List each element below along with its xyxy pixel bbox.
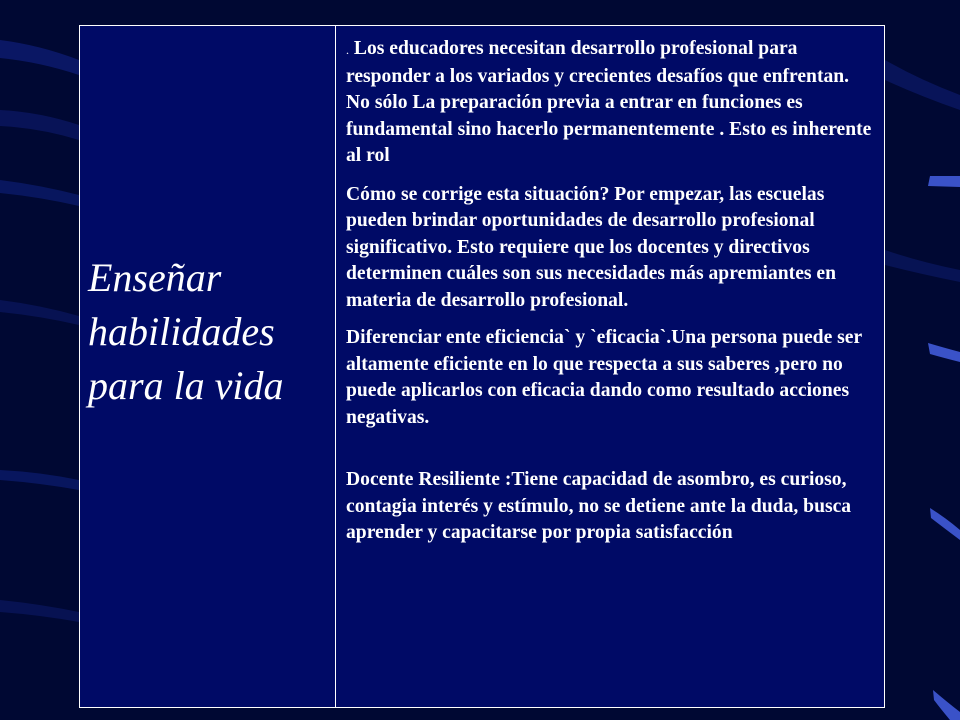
paragraph-1 [346, 36, 876, 170]
paragraph-3: Diferenciar ente eficiencia` y `eficacia`.Una persona puede ser altamente eficiente en lo que respecta a sus saberes ,pero no puede aplicarlos con eficacia dando como resultado acciones negativas. [346, 327, 862, 428]
paragraph-1-lead: . [346, 43, 349, 57]
paragraph-4: Docente Resiliente :Tiene capacidad de asombro, es curioso, contagia interés y estímulo, no se detiene ante la duda, busca aprender y capacitarse por propia satisfacción [346, 469, 852, 543]
left-cell [80, 26, 336, 707]
paragraph-2: Cómo se corrige esta situación? Por empezar, las escuelas pueden brindar oportunidades de desarrollo profesional significativo. Esto requiere que los docentes y directivos determinen cuáles son sus necesidades más apremiantes en materia de desarrollo profesional. [346, 183, 837, 311]
content-table [79, 25, 885, 708]
right-cell [346, 36, 876, 547]
slide-title: Enseñar habilidades para la vida [88, 255, 284, 408]
paragraph-1-text: Los educadores necesitan desarrollo profesional para responder a los variados y crecientes desafíos que enfrentan. No sólo La preparación previa a entrar en funciones es fundamental sino hacerlo permanentemente . Esto es inherente al rol [346, 38, 872, 166]
